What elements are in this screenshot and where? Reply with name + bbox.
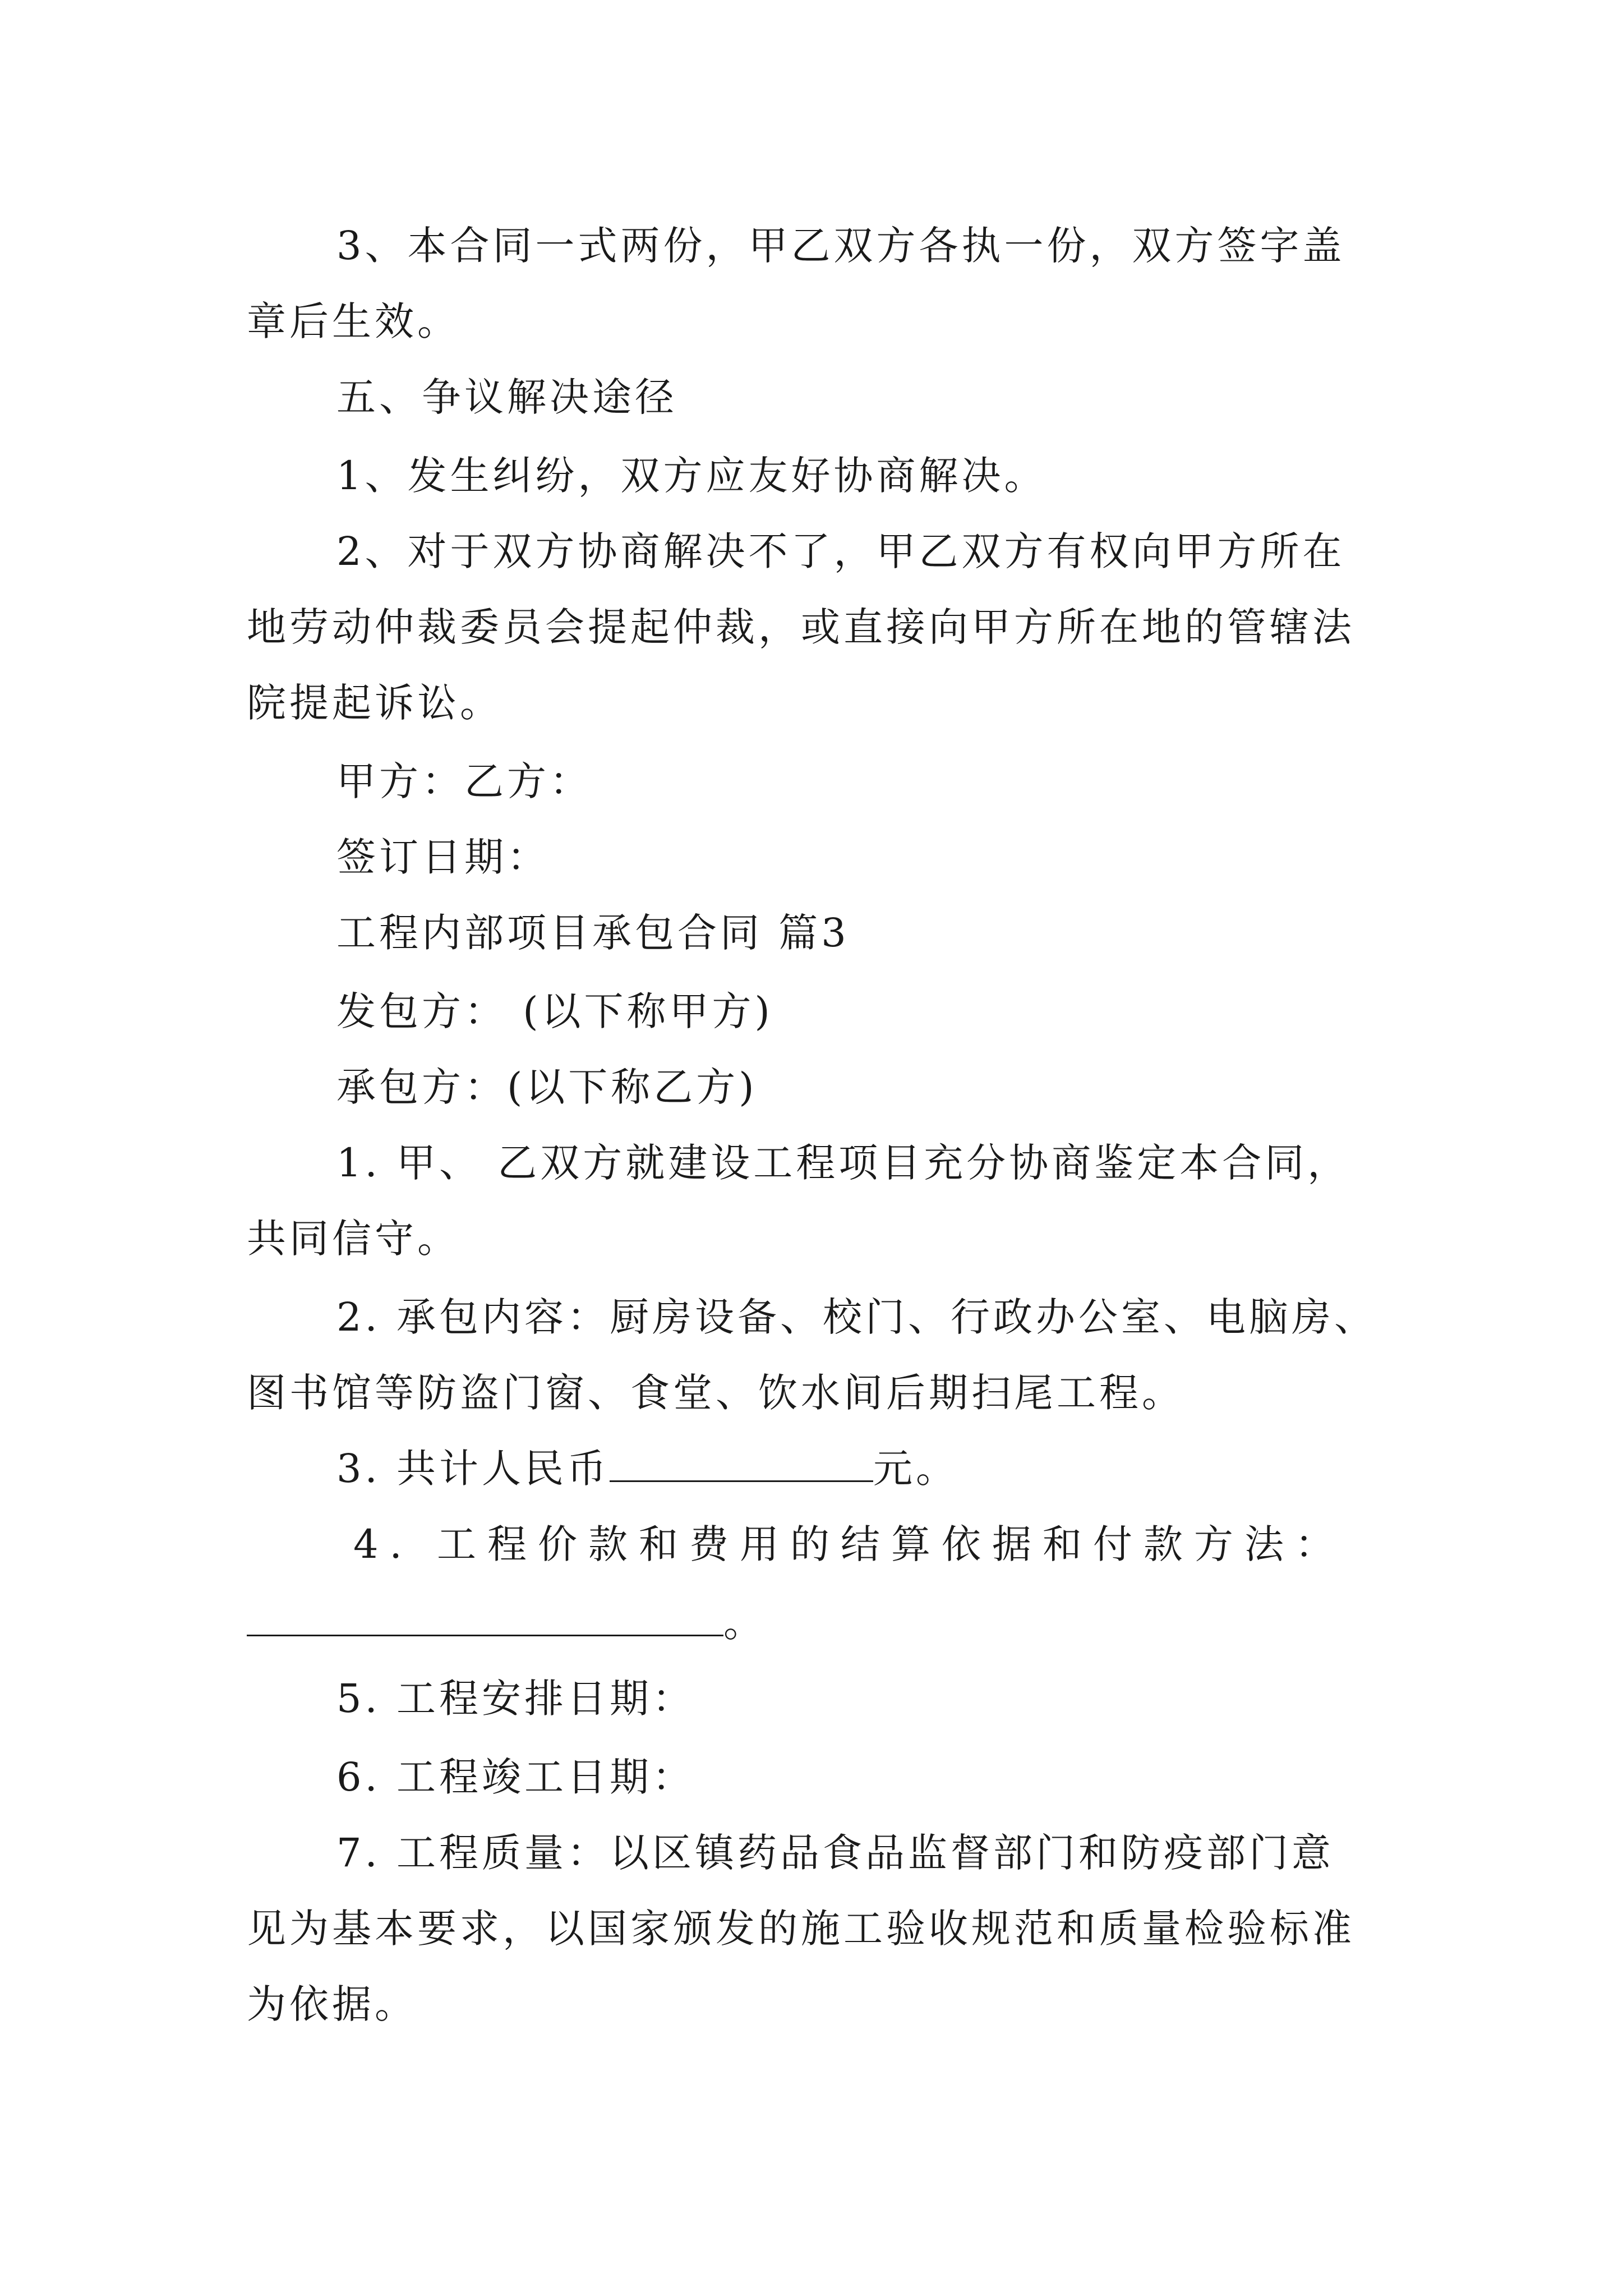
section-heading: 五、争议解决途径 bbox=[336, 374, 677, 420]
contract-title: 工程内部项目承包合同 篇3 bbox=[336, 910, 850, 956]
contractor-line: 发包方： (以下称甲方) bbox=[336, 988, 773, 1034]
paragraph-line: 见为基本要求，以国家颁发的施工验收规范和质量检验标准 bbox=[247, 1906, 1355, 1952]
payment-method-blank bbox=[247, 1599, 723, 1636]
item-3-line bbox=[336, 1442, 1391, 1496]
paragraph-line: 3、本合同一式两份，甲乙双方各执一份，双方签字盖 bbox=[336, 223, 1345, 269]
paragraph-line: 5. 工程安排日期： bbox=[336, 1676, 695, 1722]
subcontractor-line: 承包方：(以下称乙方) bbox=[336, 1064, 758, 1110]
paragraph-line: 章后生效。 bbox=[247, 298, 460, 344]
paragraph-line: 1. 甲、 乙双方就建设工程项目充分协商鉴定本合同， bbox=[336, 1140, 1350, 1186]
paragraph-line: 共同信守。 bbox=[247, 1216, 460, 1262]
paragraph-line: 图书馆等防盗门窗、食堂、饮水间后期扫尾工程。 bbox=[247, 1370, 1184, 1416]
paragraph-line: 1、发生纠纷，双方应友好协商解决。 bbox=[336, 453, 1047, 499]
item-4-line: 4. 工程价款和费用的结算依据和付款方法： bbox=[353, 1521, 1346, 1567]
paragraph-line: 2. 承包内容：厨房设备、校门、行政办公室、电脑房、 bbox=[336, 1294, 1377, 1340]
signing-date-line: 签订日期： bbox=[336, 834, 550, 880]
paragraph-line: 院提起诉讼。 bbox=[247, 680, 502, 726]
signature-parties-line: 甲方：乙方： bbox=[336, 758, 592, 804]
paragraph-line: 为依据。 bbox=[247, 1981, 417, 2027]
paragraph-line: 地劳动仲裁委员会提起仲裁，或直接向甲方所在地的管辖法 bbox=[247, 604, 1355, 650]
paragraph-line: 6. 工程竣工日期： bbox=[336, 1754, 695, 1800]
item-3-prefix: 3. 共计人民币 bbox=[336, 1446, 610, 1492]
paragraph-line: 2、对于双方协商解决不了，甲乙双方有权向甲方所在 bbox=[336, 528, 1345, 574]
amount-blank bbox=[610, 1444, 873, 1482]
item-4-suffix: 。 bbox=[723, 1600, 766, 1646]
item-4-blank-line bbox=[247, 1596, 1391, 1650]
item-3-suffix: 元。 bbox=[873, 1446, 959, 1492]
paragraph-line: 7. 工程质量：以区镇药品食品监督部门和防疫部门意 bbox=[336, 1830, 1335, 1876]
